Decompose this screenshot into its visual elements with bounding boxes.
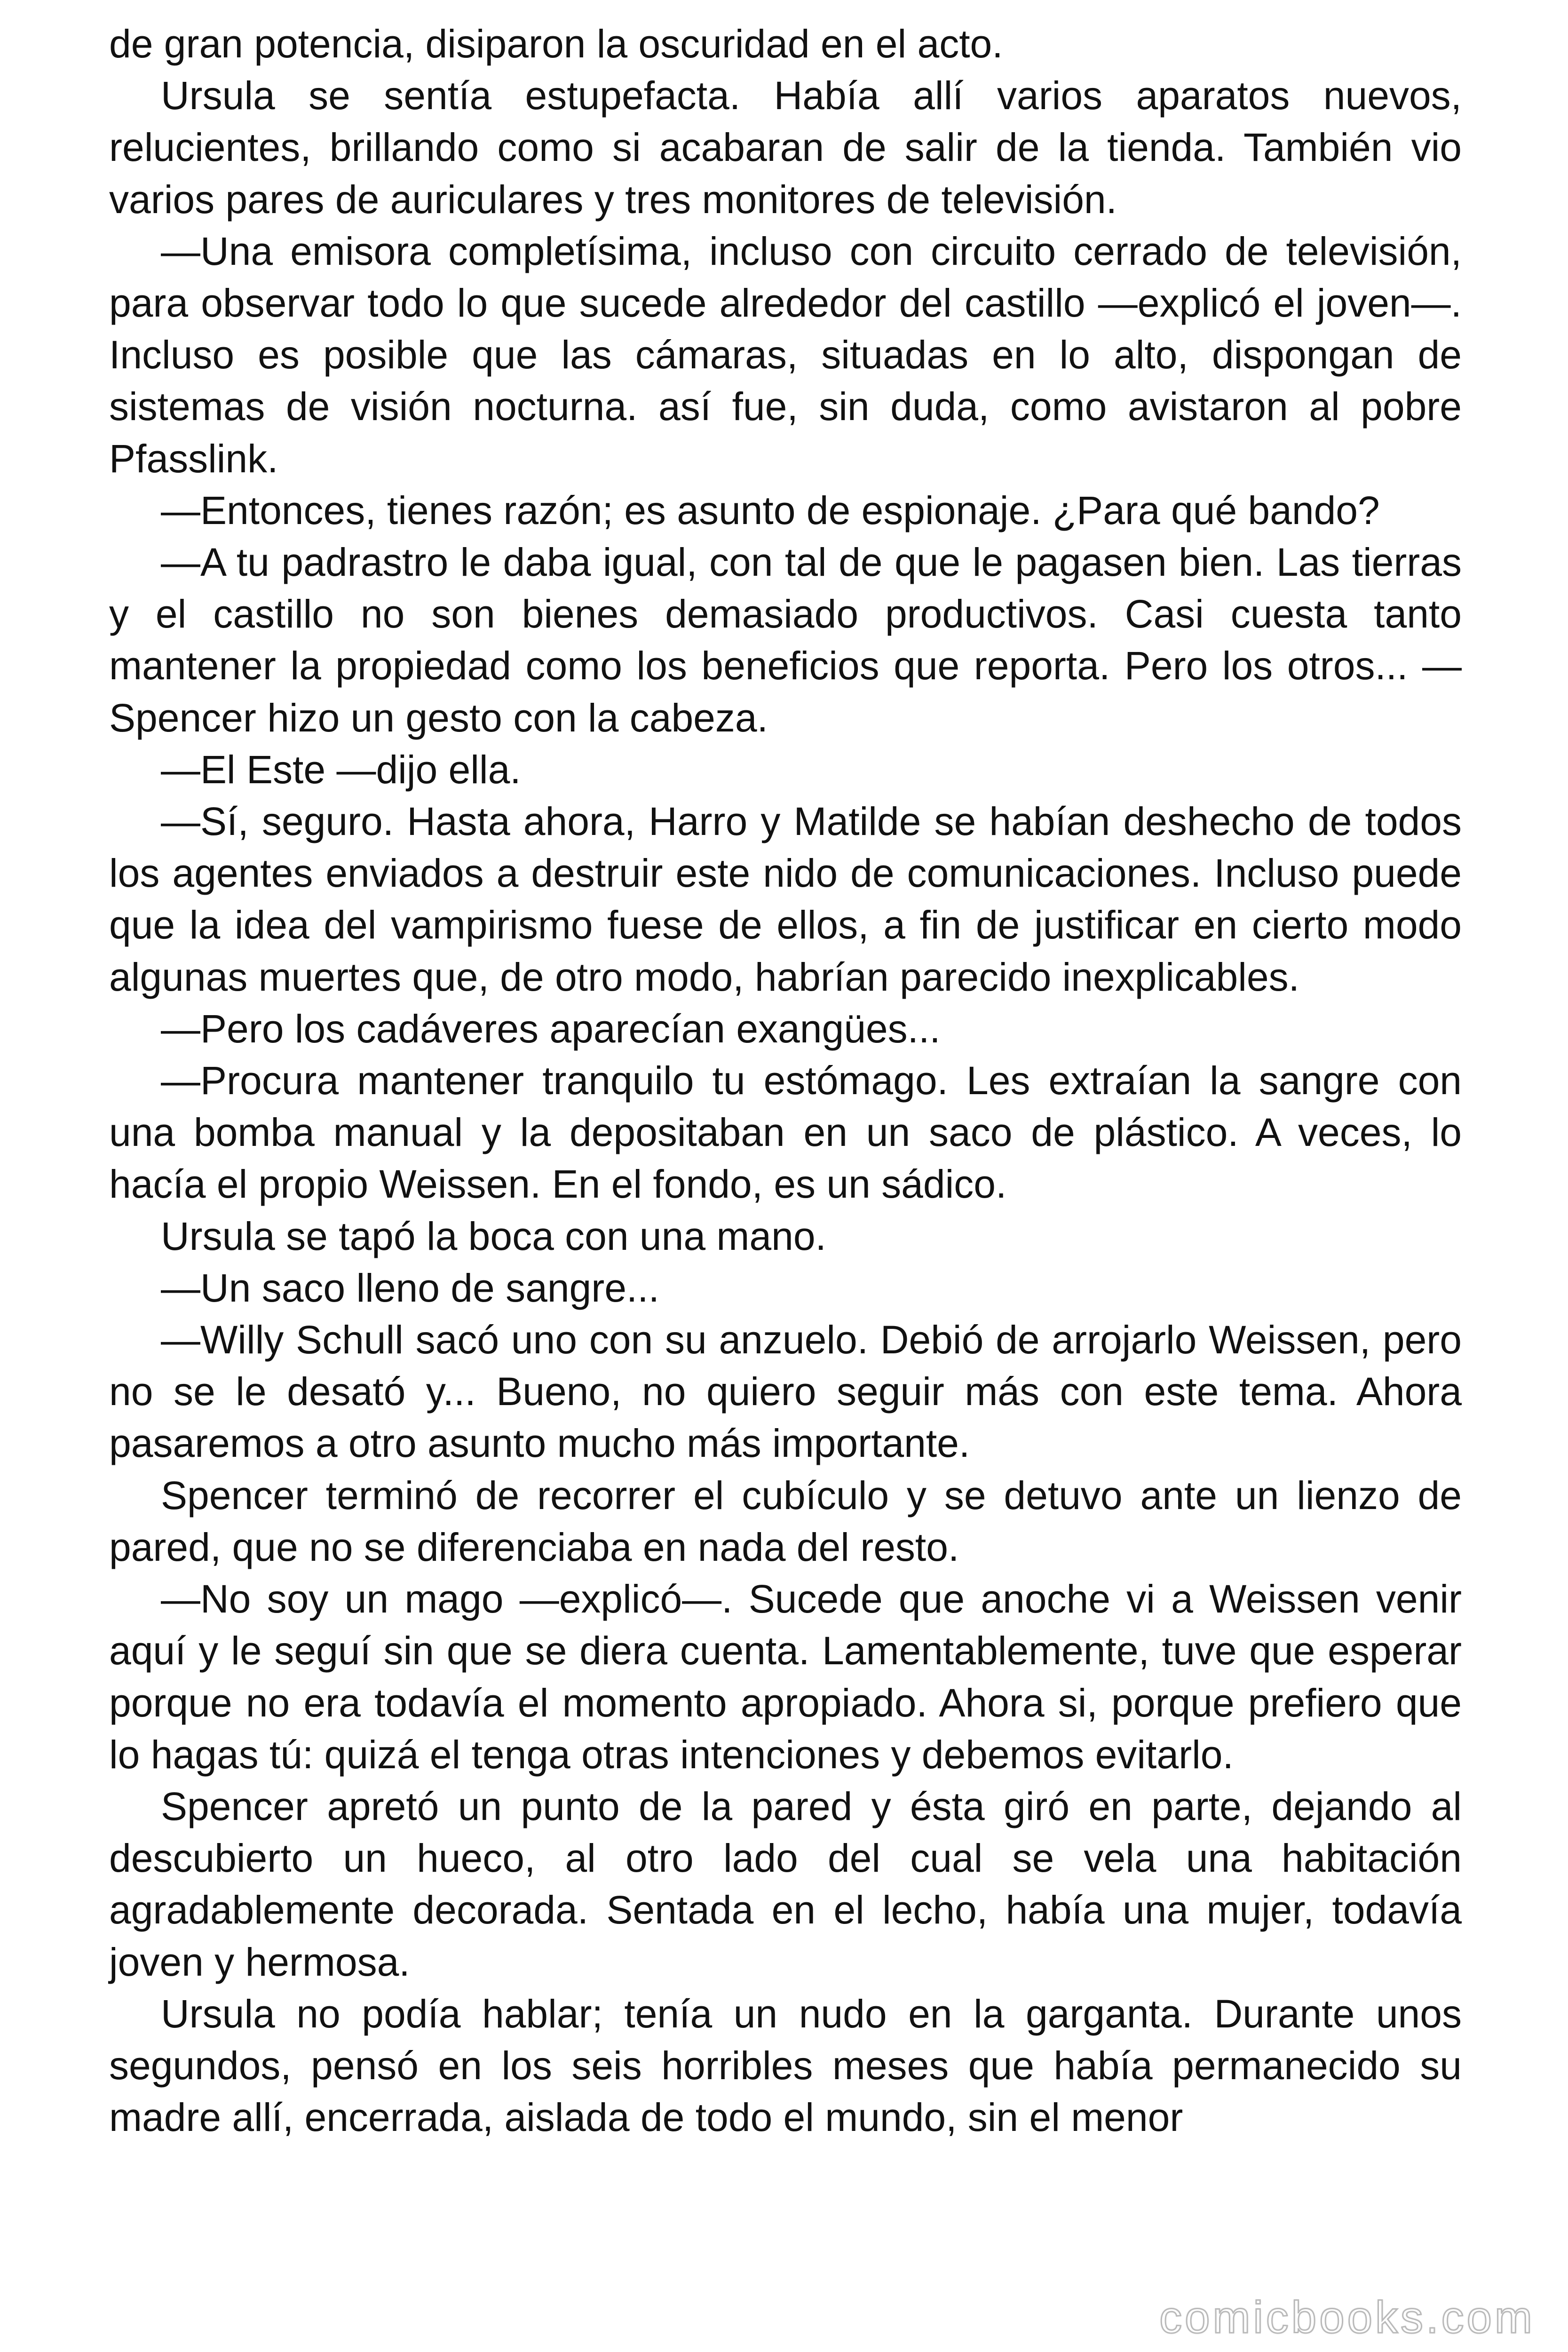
paragraph: —Entonces, tienes razón; es asunto de espionaje. ¿Para qué bando? xyxy=(161,488,1380,532)
paragraph: —Un saco lleno de sangre... xyxy=(161,1265,659,1310)
paragraph: —Procura mantener tranquilo tu estómago. Les extraían la sangre con una bomba manual y la depositaban en un saco de plástico. A veces, lo hacía el propio Weissen. En el fondo, es un sádico. xyxy=(109,1058,1462,1207)
paragraph: —Una emisora completísima, incluso con circuito cerrado de televisión, para observar todo lo que sucede alrededor del castillo —explicó el joven—. Incluso es posible que las cámaras, situadas en lo alto, dispongan de sistemas de visión nocturna. así fue, sin duda, como avistaron al pobre Pfasslink. xyxy=(109,229,1462,481)
paragraph: —El Este —dijo ella. xyxy=(161,747,521,792)
paragraph-continuation: de gran potencia, disiparon la oscuridad en el acto. xyxy=(109,22,1003,66)
site-watermark: comicbooks.com xyxy=(1159,2292,1535,2343)
paragraph: —A tu padrastro le daba igual, con tal de que le pagasen bien. Las tierras y el castillo no son bienes demasiado productivos. Casi cuesta tanto mantener la propiedad como los beneficios que reporta. Pero los otros... —Spencer hizo un gesto con la cabeza. xyxy=(109,540,1462,740)
paragraph: —Willy Schull sacó uno con su anzuelo. Debió de arrojarlo Weissen, pero no se le desató y... Bueno, no quiero seguir más con este tema. Ahora pasaremos a otro asunto mucho más importante. xyxy=(109,1318,1462,1466)
paragraph: Ursula se tapó la boca con una mano. xyxy=(161,1214,826,1258)
paragraph: Ursula no podía hablar; tenía un nudo en la garganta. Durante unos segundos, pensó en los seis horribles meses que había permanecido su madre allí, encerrada, aislada de todo el mundo, sin el menor xyxy=(109,1991,1462,2140)
body-text xyxy=(109,18,1462,2143)
paragraph: Spencer terminó de recorrer el cubículo y se detuvo ante un lienzo de pared, que no se diferenciaba en nada del resto. xyxy=(109,1473,1462,1569)
paragraph: —No soy un mago —explicó—. Sucede que anoche vi a Weissen venir aquí y le seguí sin que se diera cuenta. Lamentablemente, tuve que esperar porque no era todavía el momento apropiado. Ahora si, porque prefiero que lo hagas tú: quizá el tenga otras intenciones y debemos evitarlo. xyxy=(109,1577,1462,1777)
paragraph: —Pero los cadáveres aparecían exangües... xyxy=(161,1006,941,1051)
paragraph: Spencer apretó un punto de la pared y ésta giró en parte, dejando al descubierto un hueco, al otro lado del cual se vela una habitación agradablemente decorada. Sentada en el lecho, había una mujer, todavía joven y hermosa. xyxy=(109,1784,1462,1984)
paragraph: —Sí, seguro. Hasta ahora, Harro y Matilde se habían deshecho de todos los agentes enviados a destruir este nido de comunicaciones. Incluso puede que la idea del vampirismo fuese de ellos, a fin de justificar en cierto modo algunas muertes que, de otro modo, habrían parecido inexplicables. xyxy=(109,799,1462,999)
paragraph: Ursula se sentía estupefacta. Había allí varios aparatos nuevos, relucientes, brillando como si acabaran de salir de la tienda. También vio varios pares de auriculares y tres monitores de televisión. xyxy=(109,73,1462,222)
